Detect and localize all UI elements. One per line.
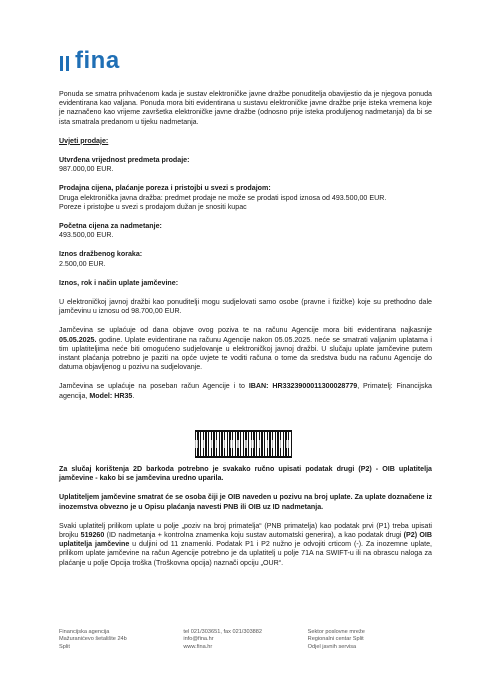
reference-p2: (P2) OIB uplatitelja jamčevine bbox=[59, 531, 432, 549]
deposit-heading: Iznos, rok i način uplate jamčevine: bbox=[59, 278, 179, 287]
payment-instructions bbox=[59, 465, 432, 568]
barcode-note: Za slučaj korištenja 2D barkoda potrebno je svakako ručno upisati podatak drugi (P2) - OIB uplatitelja jamčevine - kako bi se jamčevina uredno uparila. bbox=[59, 465, 432, 483]
logo-wordmark: fina bbox=[75, 47, 120, 74]
value-heading: Utvrđena vrijednost predmeta prodaje: bbox=[59, 156, 190, 165]
deposit-paragraph-3: Jamčevina se uplaćuje na poseban račun Agencije i to IBAN: HR3323900011300028779, Primatelj: Financijska agencija, Model: HR35. bbox=[59, 382, 432, 400]
deposit-paragraph-1: U elektroničkoj javnoj dražbi kao ponuditelji mogu sudjelovati samo osobe (pravne i fizičke) koje su prethodno dale jamčevinu u iznosu od 98.700,00 EUR. bbox=[59, 298, 432, 316]
reference-number: 519260 bbox=[80, 531, 105, 540]
conditions-heading: Uvjeti prodaje: bbox=[59, 136, 109, 145]
step-heading: Iznos dražbenog koraka: bbox=[59, 250, 143, 259]
deposit-paragraph-2: Jamčevina se uplaćuje od dana objave ovog poziva te na računu Agencije mora biti evidentirana najkasnije 05.05.2025. godine. Uplate evidentirane na računu Agencije nakon 05.05.2025. neće se smatrati valjanim uplatama i tim uplatiteljima neće biti omogućeno sudjelovanje u elektroničkoj javnoj dražbi. U slučaju uplate jamčevine putem instant plaćanja potrebno je paziti na opće uvjete te voditi računa o tome da sredstva budu na računu Agencije do datuma objavljenog u pozivu na sudjelovanje. bbox=[59, 326, 432, 372]
payer-note: Uplatiteljem jamčevine smatrat će se osoba čiji je OIB naveden u pozivu na broj uplate. Za uplate doznačene iz inozemstva obvezno je u Opisu plaćanja navesti PNB ili OIB uz ID nadmetanja. bbox=[59, 493, 432, 511]
logo-bars-icon bbox=[60, 52, 69, 71]
payment-barcode-icon bbox=[195, 430, 292, 458]
fina-logo bbox=[60, 49, 120, 73]
footer-address: Financijska agencija Mažuranićevo šetalište 24b Split bbox=[59, 629, 127, 650]
footer-department: Sektor poslovne mreže Regionalni centar Split Odjel javnih servisa bbox=[307, 629, 365, 650]
payment-model: Model: HR35 bbox=[89, 391, 133, 400]
price-heading: Prodajna cijena, plaćanje poreza i pristojbi u svezi s prodajom: bbox=[59, 184, 271, 193]
start-amount: 493.500,00 EUR. bbox=[59, 231, 114, 240]
start-heading: Početna cijena za nadmetanje: bbox=[59, 222, 162, 231]
price-tax: Poreze i pristojbe u svezi s prodajom dužan je snositi kupac bbox=[59, 202, 247, 211]
value-amount: 987.000,00 EUR. bbox=[59, 165, 114, 174]
intro-paragraph: Ponuda se smatra prihvaćenom kada je sustav elektroničke javne dražbe ponuditelja obavijestio da je njegova ponuda evidentirana kao valjana. Ponuda mora biti evidentirana u sustavu elektroničke javne dražbe prije isteka vremena koje je naznačeno kao vrijeme završetka elektroničke javne dražbe (odnosno prije isteka produljenog nadmetanja) da bi se ista smatrala predanom u tijeku nadmetanja. bbox=[59, 90, 432, 126]
deposit-deadline: 05.05.2025. bbox=[59, 335, 97, 344]
page-footer bbox=[59, 629, 432, 651]
price-text: Druga elektronička javna dražba: predmet prodaje ne može se prodati ispod iznosa od 493.500,00 EUR. bbox=[59, 193, 387, 202]
iban: IBAN: HR3323900011300028779 bbox=[248, 382, 358, 391]
main-content bbox=[59, 90, 432, 401]
reference-paragraph: Svaki uplatitelj prilikom uplate u polje „poziv na broj primatelja“ (PNB primatelja) kao podatak prvi (P1) treba upisati brojku 519260 (ID nadmetanja + kontrolna znamenka koju sustav automatski generira), a kao podatak drugi (P2) OIB uplatitelja jamčevine u duljini od 11 znamenki. Podatak P1 i P2 nužno je odvojiti crticom (-). Za inozemne uplate, prilikom uplate jamčevine na račun Agencije potrebno je da uplatitelj u polje 71A na SWIFT-u ili na obrascu naloga za plaćanje u polje Opcija troška (Troškovna opcija) naznači opciju „OUR“. bbox=[59, 521, 432, 567]
footer-contact: tel 021/303651, fax 021/303882 info@fina.hr www.fina.hr bbox=[183, 629, 263, 650]
step-amount: 2.500,00 EUR. bbox=[59, 259, 106, 268]
